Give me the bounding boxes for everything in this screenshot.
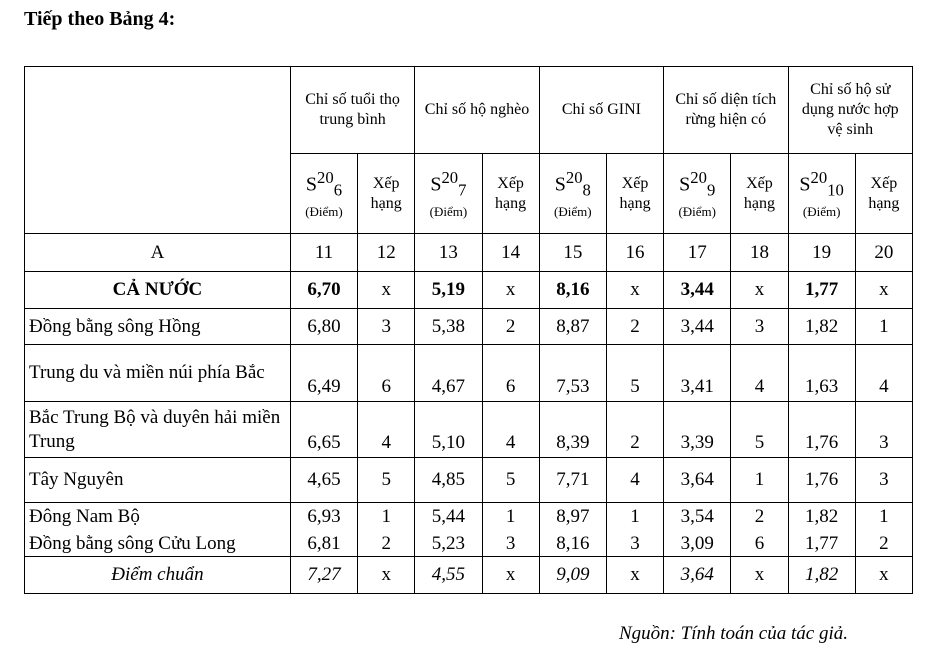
value-cell: 3,44 <box>664 272 731 309</box>
region-name: CẢ NƯỚC <box>25 272 291 309</box>
data-table <box>24 66 913 594</box>
index-cell: 15 <box>539 234 606 272</box>
score-header: $S^{20}_{10}$ (Điểm) <box>788 154 855 234</box>
value-cell: 3,41 <box>664 345 731 402</box>
table-title: Tiếp theo Bảng 4: <box>24 8 176 30</box>
value-cell: 5,38 <box>415 309 482 345</box>
table-row <box>25 345 913 402</box>
value-cell: 4,55 <box>415 557 482 594</box>
table-row <box>25 532 913 557</box>
value-cell: 3,09 <box>664 532 731 557</box>
value-cell: 1 <box>855 309 912 345</box>
rank-header: Xếp hạng <box>606 154 663 234</box>
value-cell: x <box>606 272 663 309</box>
value-cell: 3 <box>855 458 912 503</box>
value-cell: 3,64 <box>664 458 731 503</box>
value-cell: 4 <box>855 345 912 402</box>
value-cell: 1 <box>482 503 539 532</box>
value-cell: 3,64 <box>664 557 731 594</box>
value-cell: 3,44 <box>664 309 731 345</box>
value-cell: 5,10 <box>415 402 482 458</box>
value-cell: x <box>855 557 912 594</box>
region-name: Trung du và miền núi phía Bắc <box>25 345 291 402</box>
region-name: Tây Nguyên <box>25 458 291 503</box>
score-header: $S^{20}_8$ (Điểm) <box>539 154 606 234</box>
value-cell: x <box>482 272 539 309</box>
value-cell: x <box>358 272 415 309</box>
index-cell: 19 <box>788 234 855 272</box>
region-name: Đông Nam Bộ <box>25 503 291 532</box>
value-cell: 4 <box>358 402 415 458</box>
table-row <box>25 557 913 594</box>
value-cell: x <box>482 557 539 594</box>
value-cell: 8,97 <box>539 503 606 532</box>
value-cell: 7,27 <box>290 557 357 594</box>
index-cell: 17 <box>664 234 731 272</box>
value-cell: 1,82 <box>788 503 855 532</box>
table-row <box>25 309 913 345</box>
score-header: $S^{20}_9$ (Điểm) <box>664 154 731 234</box>
value-cell: 6,81 <box>290 532 357 557</box>
value-cell: x <box>731 272 788 309</box>
value-cell: x <box>358 557 415 594</box>
value-cell: 2 <box>855 532 912 557</box>
index-cell: 16 <box>606 234 663 272</box>
value-cell: 2 <box>482 309 539 345</box>
value-cell: 6,70 <box>290 272 357 309</box>
value-cell: 4,65 <box>290 458 357 503</box>
value-cell: 6,93 <box>290 503 357 532</box>
value-cell: 5 <box>358 458 415 503</box>
value-cell: 6 <box>482 345 539 402</box>
rank-header: Xếp hạng <box>358 154 415 234</box>
index-cell: 11 <box>290 234 357 272</box>
value-cell: 2 <box>606 402 663 458</box>
value-cell: 1,76 <box>788 458 855 503</box>
value-cell: 6,80 <box>290 309 357 345</box>
value-cell: 1 <box>606 503 663 532</box>
value-cell: 1,76 <box>788 402 855 458</box>
value-cell: 5,19 <box>415 272 482 309</box>
score-header: $S^{20}_6$ (Điểm) <box>290 154 357 234</box>
value-cell: 8,39 <box>539 402 606 458</box>
table-row <box>25 458 913 503</box>
rank-header: Xếp hạng <box>855 154 912 234</box>
table-row <box>25 503 913 532</box>
source-note: Nguồn: Tính toán của tác giả. <box>618 623 848 644</box>
value-cell: 6,49 <box>290 345 357 402</box>
value-cell: 9,09 <box>539 557 606 594</box>
group-header: Chỉ số diện tích rừng hiện có <box>664 67 788 154</box>
score-header: $S^{20}_7$ (Điểm) <box>415 154 482 234</box>
header-section <box>25 67 913 272</box>
value-cell: 6 <box>731 532 788 557</box>
value-cell: 7,53 <box>539 345 606 402</box>
value-cell: 1 <box>731 458 788 503</box>
index-cell: 14 <box>482 234 539 272</box>
value-cell: 3,54 <box>664 503 731 532</box>
group-header: Chỉ số GINI <box>539 67 663 154</box>
value-cell: 4,85 <box>415 458 482 503</box>
value-cell: 4 <box>731 345 788 402</box>
group-header: Chỉ số hộ nghèo <box>415 67 539 154</box>
value-cell: 4 <box>606 458 663 503</box>
index-cell: A <box>25 234 291 272</box>
value-cell: x <box>731 557 788 594</box>
group-header: Chỉ số tuổi thọ trung bình <box>290 67 414 154</box>
value-cell: 1,82 <box>788 557 855 594</box>
rank-header: Xếp hạng <box>482 154 539 234</box>
value-cell: 8,16 <box>539 532 606 557</box>
index-cell: 20 <box>855 234 912 272</box>
rank-header: Xếp hạng <box>731 154 788 234</box>
value-cell: 2 <box>358 532 415 557</box>
value-cell: 1,63 <box>788 345 855 402</box>
group-header: Chỉ số hộ sử dụng nước hợp vệ sinh <box>788 67 912 154</box>
value-cell: 1 <box>855 503 912 532</box>
region-name: Đồng bằng sông Cửu Long <box>25 532 291 557</box>
value-cell: 3,39 <box>664 402 731 458</box>
region-name: Điểm chuẩn <box>25 557 291 594</box>
region-name: Đồng bằng sông Hồng <box>25 309 291 345</box>
value-cell: 5 <box>482 458 539 503</box>
value-cell: 2 <box>731 503 788 532</box>
region-name: Bắc Trung Bộ và duyên hải miền Trung <box>25 402 291 458</box>
value-cell: 5,44 <box>415 503 482 532</box>
index-cell: 12 <box>358 234 415 272</box>
value-cell: 1,77 <box>788 272 855 309</box>
value-cell: x <box>606 557 663 594</box>
index-cell: 18 <box>731 234 788 272</box>
value-cell: 4,67 <box>415 345 482 402</box>
value-cell: 3 <box>731 309 788 345</box>
value-cell: 6 <box>358 345 415 402</box>
value-cell: 8,16 <box>539 272 606 309</box>
value-cell: 4 <box>482 402 539 458</box>
value-cell: 3 <box>606 532 663 557</box>
index-row <box>25 234 913 272</box>
value-cell: 8,87 <box>539 309 606 345</box>
value-cell: 5 <box>731 402 788 458</box>
value-cell: 3 <box>855 402 912 458</box>
value-cell: 1 <box>358 503 415 532</box>
table-row <box>25 272 913 309</box>
value-cell: 5,23 <box>415 532 482 557</box>
corner-cell <box>25 67 291 234</box>
value-cell: 5 <box>606 345 663 402</box>
value-cell: 7,71 <box>539 458 606 503</box>
value-cell: 1,77 <box>788 532 855 557</box>
table-row <box>25 402 913 458</box>
value-cell: 3 <box>482 532 539 557</box>
value-cell: 1,82 <box>788 309 855 345</box>
value-cell: x <box>855 272 912 309</box>
value-cell: 2 <box>606 309 663 345</box>
index-cell: 13 <box>415 234 482 272</box>
group-header-row <box>25 67 913 154</box>
body-section <box>25 272 913 594</box>
value-cell: 3 <box>358 309 415 345</box>
value-cell: 6,65 <box>290 402 357 458</box>
